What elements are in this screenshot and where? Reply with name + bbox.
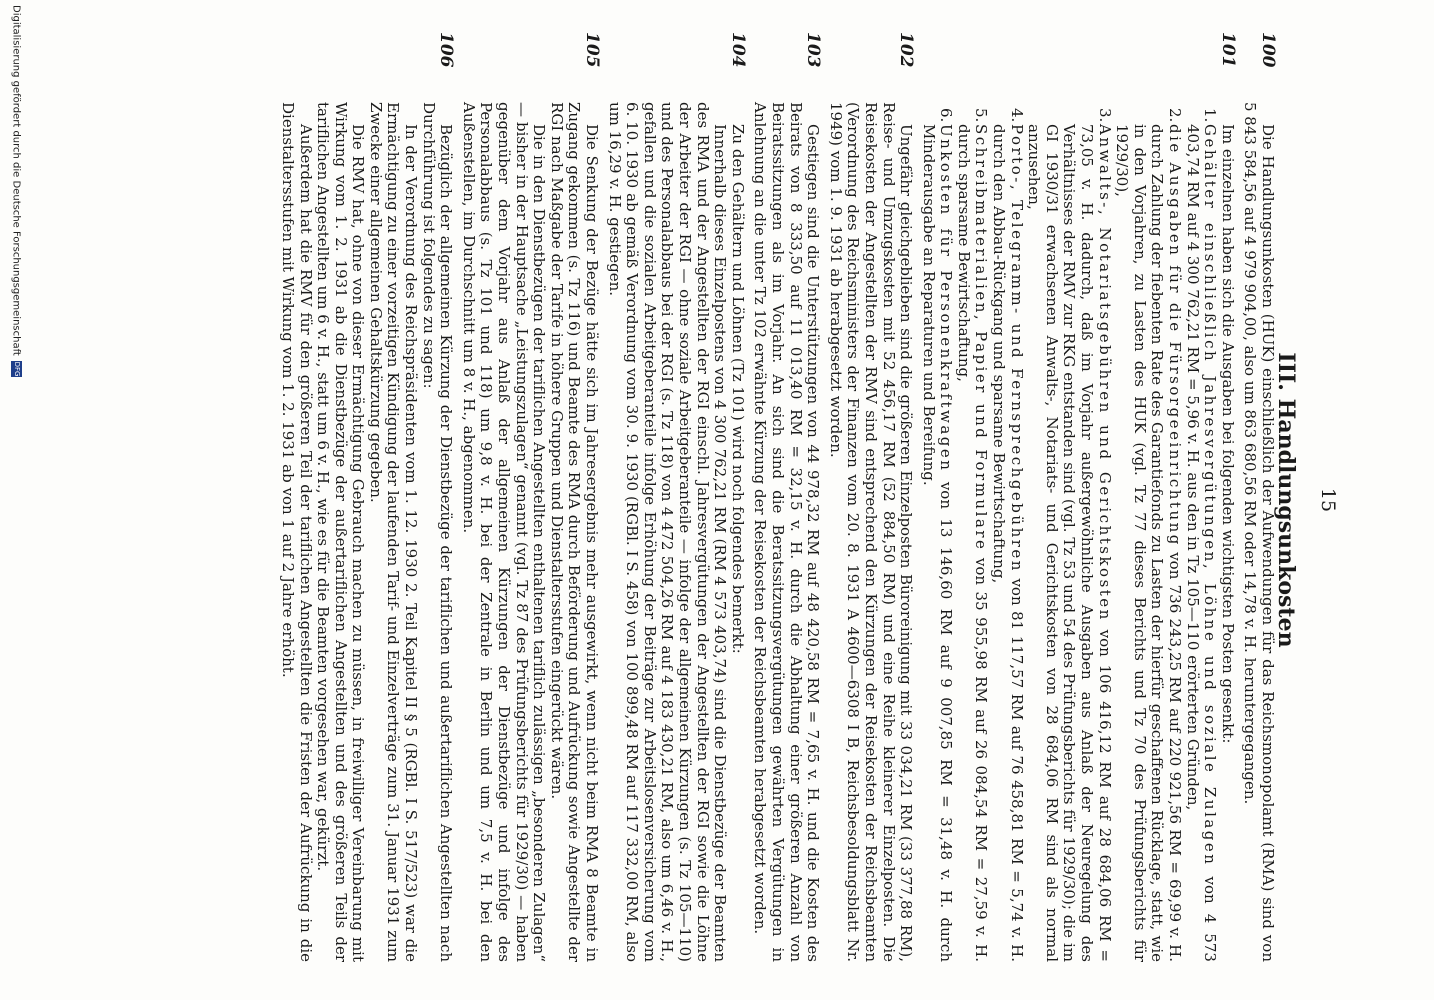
item-lead: Schreibmaterialien, Papier und Formulare xyxy=(972,124,991,552)
item-text: von 81 117,57 RM auf 76 458,81 RM = 5,74 v. H. durch den Abbau-Rückgang und sparsame Bewirtschaftung, xyxy=(990,124,1026,962)
item-text: von 4 573 403,74 RM auf 4 300 762,21 RM = 5,96 v. H. aus den in Tz 105—110 erörterten Gründen, xyxy=(1183,124,1220,962)
list-item xyxy=(1183,102,1218,962)
item-text: von 13 146,60 RM auf 9 007,85 RM = 31,48 v. H. durch Minderausgabe an Reparaturen und Bereifung. xyxy=(919,124,956,962)
paragraph-102 xyxy=(826,32,917,962)
paragraph-103 xyxy=(751,32,824,962)
list-item xyxy=(919,102,954,962)
list-item xyxy=(990,102,1025,962)
item-number: 2. xyxy=(1166,108,1185,123)
item-text: von 106 416,12 RM auf 28 684,06 RM = 73,05 v. H. dadurch, daß im Vorjahr außergewöhnliche Ausgaben aus Anlaß der Neuregelung des Verhältnisses der RMV zur RKG entstanden sind (vgl. Tz 53 und 54 des Prüfungsberichts für 1929/30); die im GI 1930/31 erwachsenen Anwalts-, Notariats- und Gerichtskosten von 28 684,06 RM sind als normal anzusehen, xyxy=(1025,124,1114,963)
expense-list xyxy=(919,102,1218,962)
page-number: 15 xyxy=(1317,487,1339,513)
margin-number: 105 xyxy=(582,32,603,68)
paragraph-text: Bezüglich der allgemeinen Kürzung der Dienstbezüge der tariflichen und außertariflichen Angestellten nach Durchführung ist folgendes zu sagen: xyxy=(419,102,456,962)
paragraph-text: In der Verordnung des Reichspräsidenten vom 1. 12. 1930 2. Teil Kapitel II § 5 (RGBl. I S. 517/523) war die Ermächtigung zu einer vorzeitigen Kündigung der laufenden Tarif- und Einzelverträge zum 31. Januar 1931 zum Zwecke einer allgemeinen Gehaltskürzung gegeben. xyxy=(366,102,421,962)
paragraph-text: Innerhalb dieses Einzelpostens von 4 300 762,21 RM (RM 4 573 403,74) sind die Dienstbezüge der Beamten des RMA und der Angestellten der RGI einschl. Jahresvergütungen der Angestellten der RGI sowie die Löhne der Arbeiter der RGI — ohne soziale Arbeitgeberanteile — infolge der allgemeinen Kürzungen (s. Tz 105—110) und des Personalabbaus bei der RGI (s. Tz 118) von 4 472 504,26 RM auf 4 183 430,21 RM, also um 6,46 v. H., gefallen und die sozialen Arbeitgeberanteile infolge Erhöhung der Beiträge zur Arbeitslosenversicherung vom 6. 10. 1930 ab gemäß Verordnung vom 30. 9. 1930 (RGBl. I S. 458) von 100 899,48 RM auf 117 332,00 RM, also um 16,29 v. H. gestiegen. xyxy=(605,102,730,962)
margin-number: 102 xyxy=(896,32,917,68)
paragraph-intro: Im einzelnen haben sich die Ausgaben bei folgenden wichtigsten Posten gesenkt: xyxy=(1218,124,1237,744)
document-body xyxy=(16,32,1278,963)
paragraph-text: Die Senkung der Bezüge hätte sich im Jahresergebnis mehr ausgewirkt, wenn nicht beim RMA 8 Beamte in Zugang gekommen (s. Tz 116) und Beamte des RMA durch Beförderung und Aufrückung sowie Angestellte der RGI nach Maßgabe der Tarife in höhere Gruppen und Dienstaltersstufen eingerückt wären. xyxy=(547,102,602,962)
paragraph-106 xyxy=(278,32,457,962)
paragraph-101 xyxy=(919,32,1238,963)
item-lead: Unkosten für Personenkraftwagen xyxy=(937,124,956,473)
item-lead: Gehälter einschließlich Jahresvergütungen, Löhne und soziale Zulagen xyxy=(1201,124,1220,867)
paragraph-text: Die Handlungsunkosten (HUK) einschließlich der Aufwendungen für das Reichsmonopolamt (RMA) sind von 5 843 584,56 auf 4 979 904,00, also um 863 680,56 RM oder 14,78 v. H. heruntergegangen. xyxy=(1241,102,1277,962)
paragraph-text: Außerdem hat die RMV für den größeren Teil der tariflichen Angestellten die Fristen der Aufrückung in die Dienstaltersstufen mit Wirkung vom 1. 2. 1931 ab von 1 auf 2 Jahre erhöht. xyxy=(278,102,315,962)
section-title: III. Handlungsunkosten xyxy=(1273,352,1299,648)
margin-number: 101 xyxy=(1217,32,1238,68)
item-number: 4. xyxy=(1007,108,1026,123)
item-lead: Anwalts-, Notariatsgebühren und Gerichtskosten xyxy=(1095,124,1114,622)
paragraph-text: Zu den Gehältern und Löhnen (Tz 101) wird noch folgendes bemerkt: xyxy=(728,124,747,654)
list-item xyxy=(1025,102,1113,962)
margin-number: 104 xyxy=(727,32,748,68)
item-number: 1. xyxy=(1201,108,1220,123)
paragraph-104 xyxy=(605,32,748,962)
item-lead: die Ausgaben für die Fürsorgeeinrichtung xyxy=(1166,124,1185,547)
list-item xyxy=(954,102,989,962)
item-number: 3. xyxy=(1095,108,1114,123)
paragraph-text: Ungefähr gleichgeblieben sind die größeren Einzelposten Büroreinigung mit 33 034,21 RM (33 377,88 RM), Reise- und Umzugskosten mit 52 456,17 RM (52 884,50 RM) und eine Reihe kleinerer Einzelposten. Die Reisekosten der Angestellten der RMV sind entsprechend den Kürzungen der Reisekosten der Reichsbeamten (Verordnung des Reichsministers der Finanzen vom 20. 8. 1931 A 4600—6308 I B, Reichsbesoldungsblatt Nr. 1949) vom 1. 9. 1931 ab herabgesetzt worden. xyxy=(826,102,916,962)
list-item xyxy=(1113,102,1183,962)
paragraph-105 xyxy=(459,32,603,962)
paragraph-text: Die RMV hat, ohne von dieser Ermächtigung Gebrauch machen zu müssen, in freiwilliger Vereinbarung mit Wirkung vom 1. 2. 1931 ab die Dienstbezüge der außertariflichen Angestellten und des größeren Teils der tariflichen Angestellten um 6 v. H., statt um 6 v. H., wie es für die Beamten vorgesehen war, gekürzt. xyxy=(314,102,368,962)
item-number: 6. xyxy=(937,108,956,123)
margin-number: 103 xyxy=(803,32,824,68)
paragraph-text: Gestiegen sind die Unterstützungen von 44 978,32 RM auf 48 420,58 RM = 7,65 v. H. und die Kosten des Beirats von 8 333,50 auf 11 013,40 RM = 32,15 v. H. durch die Abhaltung einer größeren Anzahl von Beiratssitzungen als im Vorjahr. An sich sind die Beratssitzungsvergütungen gewährten Vergütungen in Anlehnung an die unter Tz 102 erwähnte Kürzung der Reisekosten der Reichsbeamten herabgesetzt worden. xyxy=(751,102,823,962)
paragraph-text: Die in den Dienstbezügen der tariflichen Angestellten enthaltenen tariflich zulässigen „besonderen Zulagen“ — bisher in der Hauptsache „Leistungszulagen“ genannt (vgl. Tz 87 des Prüfungsberichts für 1929/30) — haben gegenüber dem Vorjahr aus Anlaß der allgemeinen Kürzungen der Dienstbezüge und infolge des Personalabbaus (s. Tz 101 und 118) um 9,8 v. H. bei der Zentrale in Berlin und um 7,5 v. H. bei den Außenstellen, im Durchschnitt um 8 v. H., abgenommen. xyxy=(459,102,549,962)
item-text: von 35 955,98 RM auf 26 084,54 RM = 27,59 v. H. durch sparsame Bewirtschaftung, xyxy=(954,124,991,962)
footer-text: Digitalisierung gefördert durch die Deutsche Forschungsgemeinschaft xyxy=(10,5,22,356)
item-number: 5. xyxy=(972,108,991,123)
item-lead: Porto-, Telegramm- und Fernsprechgebühren xyxy=(1007,124,1026,573)
paragraph-100 xyxy=(1241,32,1278,962)
margin-number: 100 xyxy=(1258,32,1278,68)
margin-number: 106 xyxy=(436,32,457,68)
dfg-logo-icon: DFG xyxy=(13,361,21,377)
digitization-footer xyxy=(11,5,23,905)
item-text: von 736 243,25 RM auf 220 921,56 RM = 69,99 v. H. durch Zahlung der fiebenten Rate des Garantiefonds zu Lasten der hierfür geschaffenen Rücklage, statt, wie in den Vorjahren, zu Lasten des HUK (vgl. Tz 77 dieses Berichts und Tz 70 des Prüfungsberichts für 1929/30), xyxy=(1113,124,1185,962)
